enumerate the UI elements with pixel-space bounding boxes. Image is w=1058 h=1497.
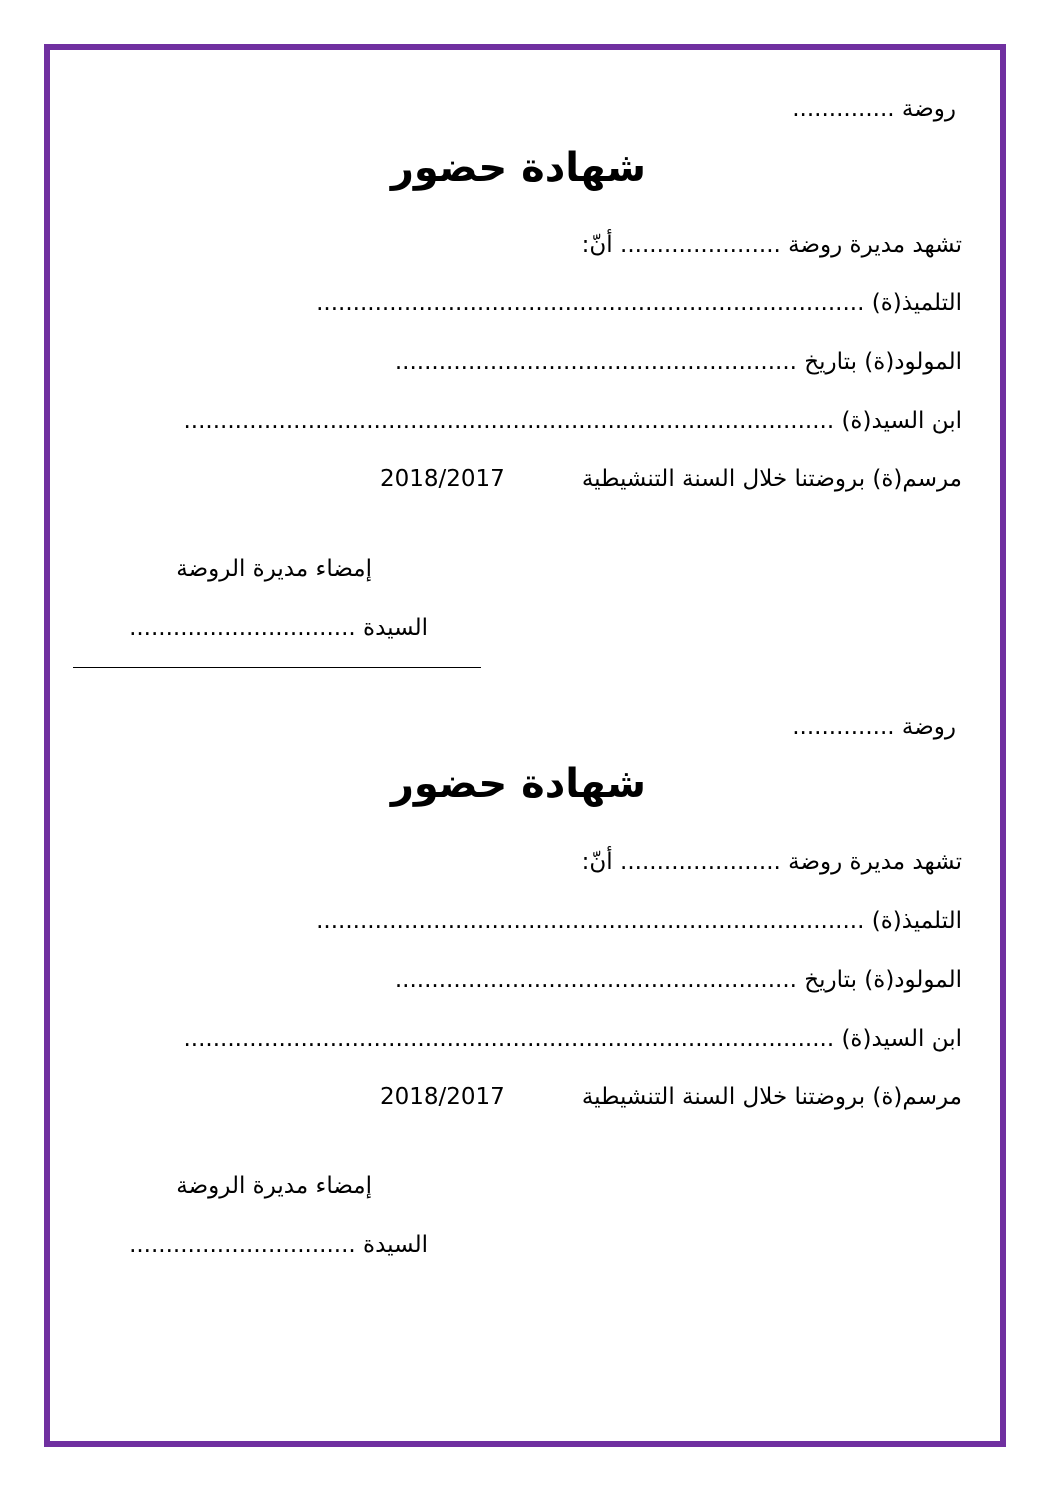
birth-line: المولود(ة) بتاريخ ....................................................... [394,349,962,375]
school-year: 2018/2017 [380,466,505,492]
director-line: تشهد مديرة روضة ...................... أنّ: [581,849,962,875]
parent-line: ابن السيد(ة) ......................................................................................... [183,408,962,434]
signature-label: إمضاء مديرة الروضة [176,1173,372,1199]
madam-line: السيدة ............................... [129,615,428,641]
madam-line: السيدة ............................... [129,1232,428,1258]
school-line: روضة .............. [792,96,956,122]
director-line: تشهد مديرة روضة ...................... أنّ: [581,232,962,258]
signature-label: إمضاء مديرة الروضة [176,556,372,582]
birth-line: المولود(ة) بتاريخ ....................................................... [394,967,962,993]
school-line: روضة .............. [792,714,956,740]
enrolled-line: مرسم(ة) بروضتنا خلال السنة التنشيطية [581,466,962,492]
student-line: التلميذ(ة) ........................................................................... [316,290,962,316]
school-year: 2018/2017 [380,1084,505,1110]
certificate-title: شهادة حضور [390,761,646,807]
certificate-title: شهادة حضور [390,145,646,191]
enrolled-line: مرسم(ة) بروضتنا خلال السنة التنشيطية [581,1084,962,1110]
parent-line: ابن السيد(ة) ......................................................................................... [183,1026,962,1052]
cut-divider [73,667,481,668]
student-line: التلميذ(ة) ........................................................................... [316,908,962,934]
